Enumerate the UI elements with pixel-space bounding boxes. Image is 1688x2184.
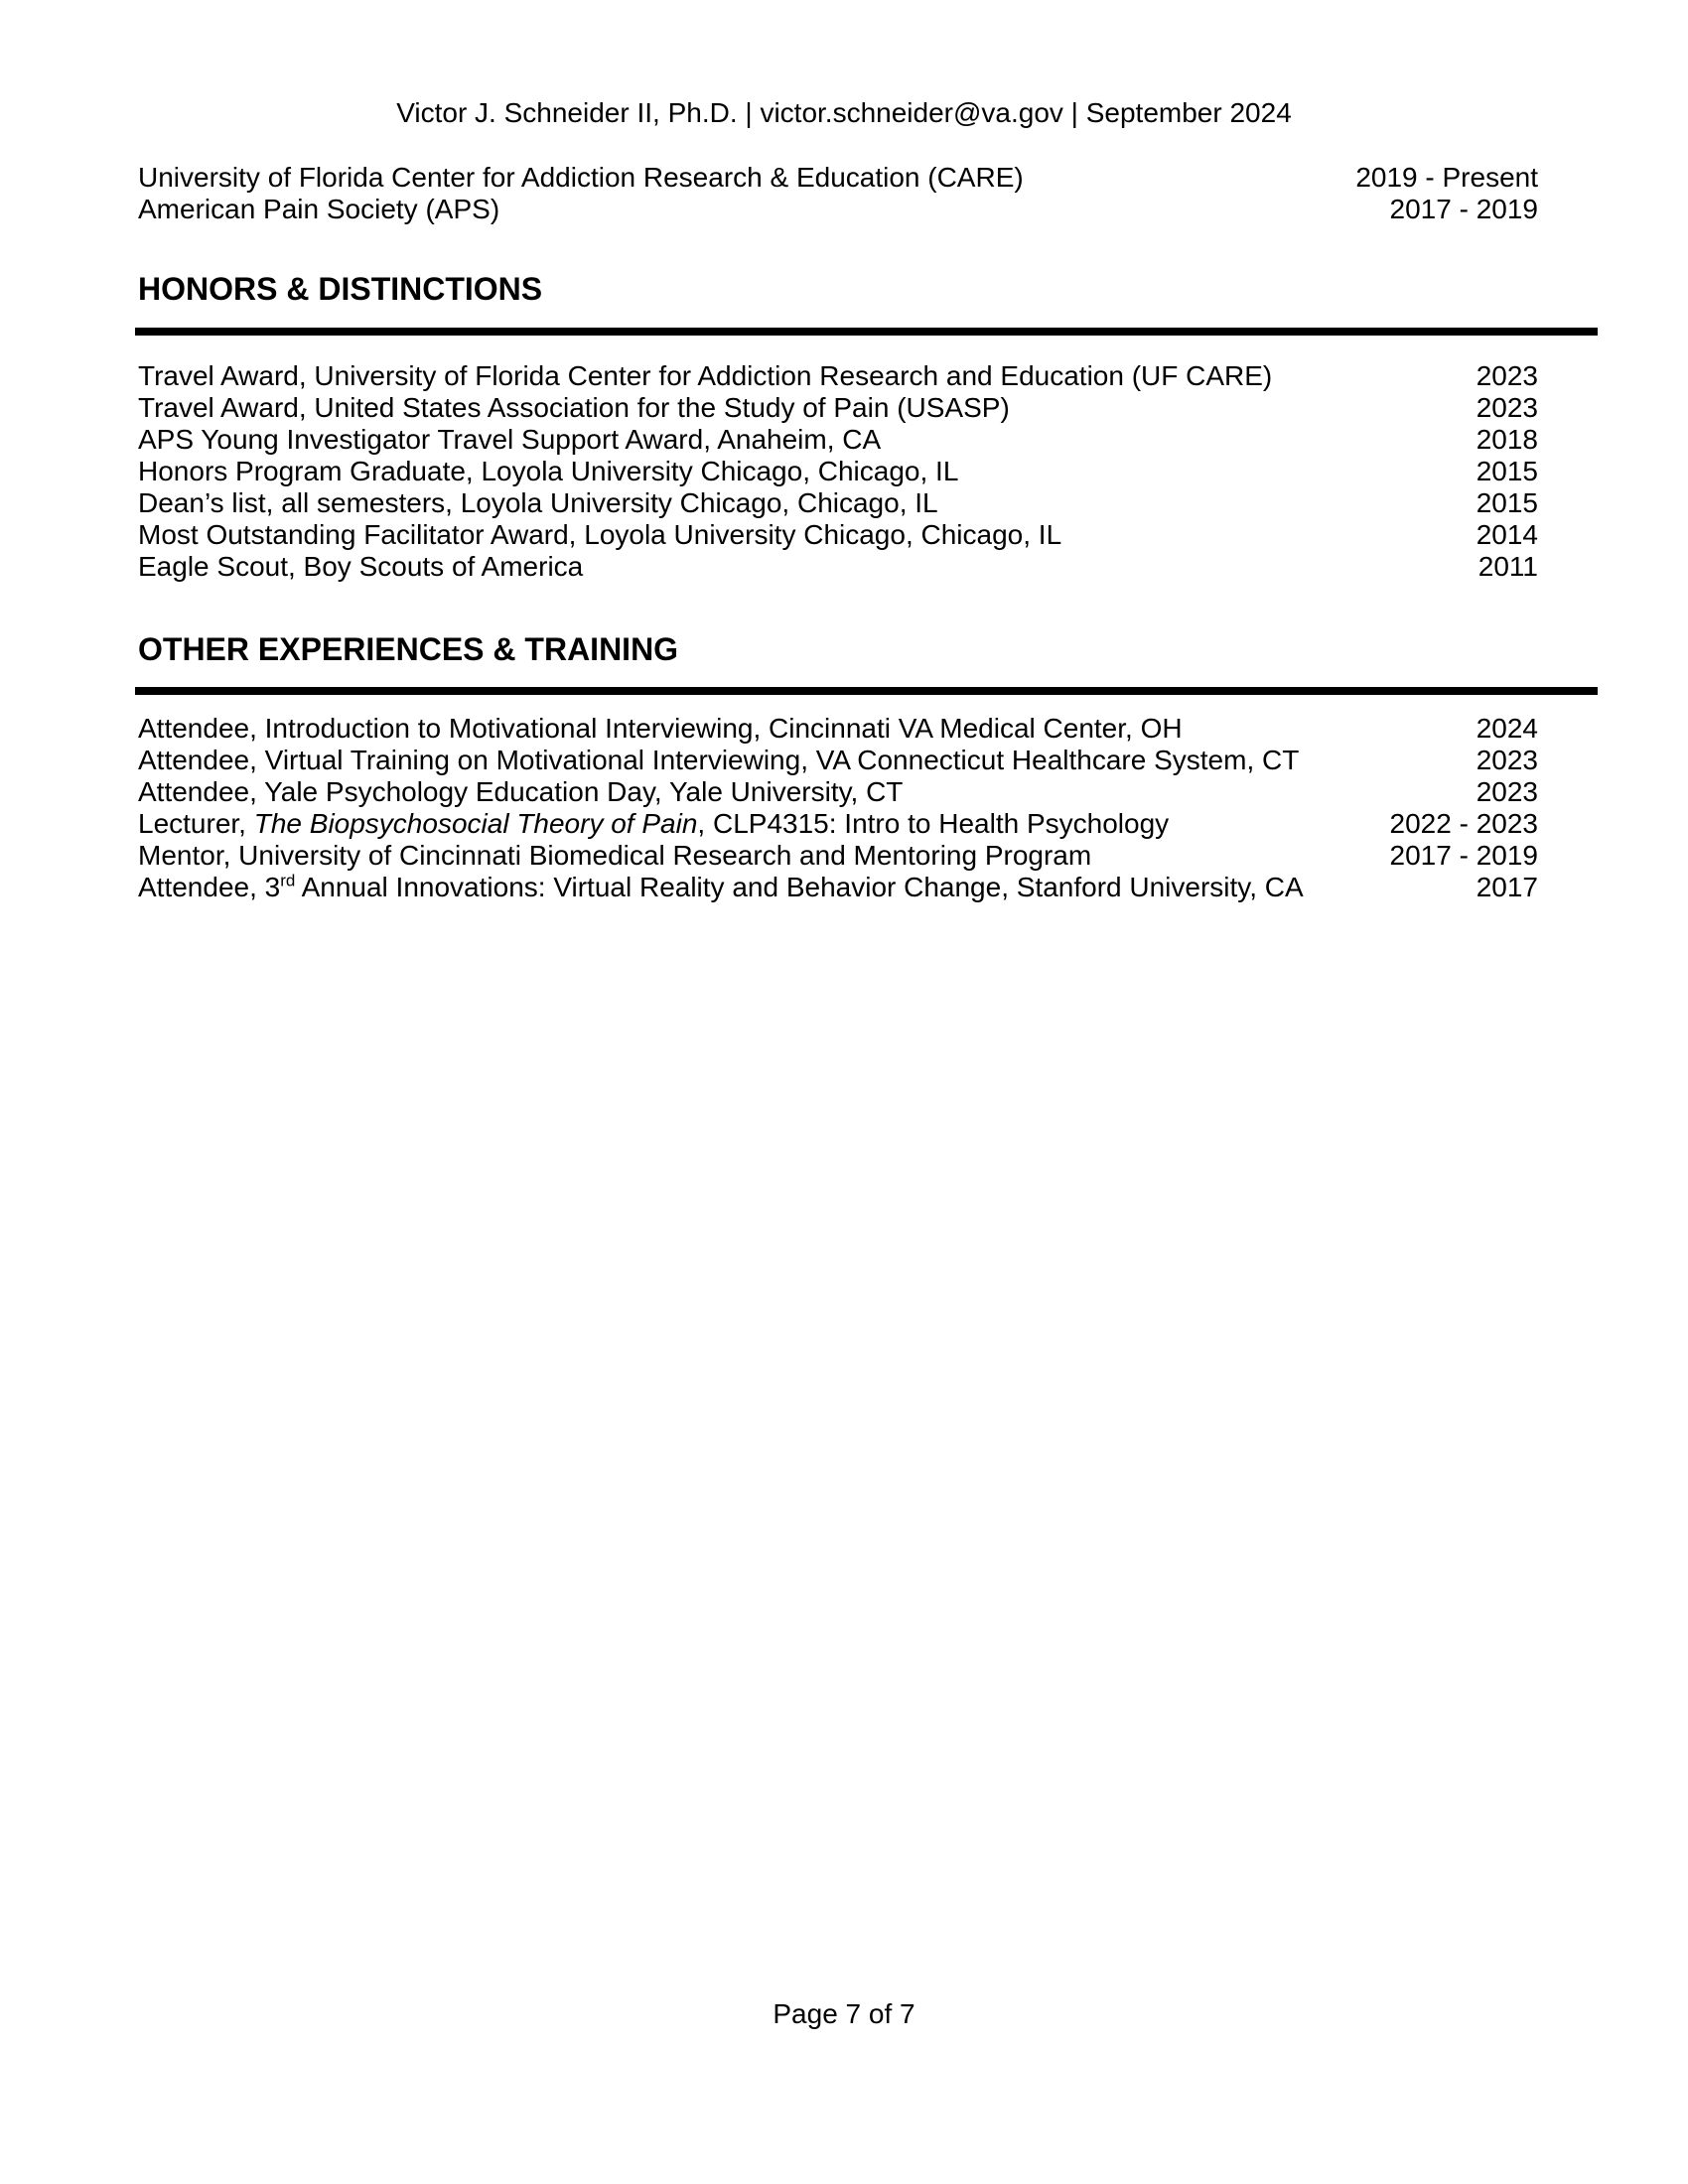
entry-text-prefix: Attendee, 3 [138,872,281,902]
entry-text: American Pain Society (APS) [138,194,500,224]
entry-text: Attendee, Introduction to Motivational Interviewing, Cincinnati VA Medical Center, OH [138,713,1183,744]
list-item [138,808,1538,840]
entry-date: 2022 - 2023 [1389,808,1538,839]
list-item [138,713,1538,745]
section-divider [135,687,1598,695]
page-number: Page 7 of 7 [773,1998,915,2029]
entry-text: Most Outstanding Facilitator Award, Loyola University Chicago, Chicago, IL [138,519,1062,550]
list-item [138,776,1538,808]
list-item [138,487,1538,519]
lecture-title: The Biopsychosocial Theory of Pain [253,808,698,839]
other-experiences-list [138,713,1538,903]
entry-date: 2017 - 2019 [1389,194,1538,224]
list-item [138,194,1538,225]
entry-date: 2014 [1476,519,1538,550]
entry-date: 2017 [1476,872,1538,902]
entry-date: 2015 [1476,456,1538,486]
section-title-other-experiences: OTHER EXPERIENCES & TRAINING [138,631,679,667]
entry-text: Travel Award, University of Florida Center for Addiction Research and Education (UF CARE) [138,360,1273,391]
list-item [138,456,1538,487]
entry-text: Honors Program Graduate, Loyola University Chicago, Chicago, IL [138,456,959,486]
honors-list [138,360,1538,583]
entry-date: 2017 - 2019 [1389,840,1538,871]
section-title-honors: HONORS & DISTINCTIONS [138,271,543,307]
list-item [138,745,1538,776]
running-header: Victor J. Schneider II, Ph.D. | victor.schneider@va.gov | September 2024 [396,97,1292,128]
entry-date: 2015 [1476,487,1538,518]
entry-text [138,872,1304,903]
entry-text: Eagle Scout, Boy Scouts of America [138,551,584,582]
entry-date: 2018 [1476,424,1538,455]
entry-date: 2023 [1476,392,1538,423]
memberships-list [138,162,1538,225]
list-item [138,872,1538,903]
entry-date: 2019 - Present [1355,162,1538,193]
list-item [138,162,1538,194]
list-item [138,840,1538,872]
entry-text [138,808,1169,840]
entry-text: Attendee, Virtual Training on Motivational Interviewing, VA Connecticut Healthcare System, CT [138,745,1300,775]
list-item [138,424,1538,456]
entry-date: 2023 [1476,745,1538,775]
entry-text-suffix: , CLP4315: Intro to Health Psychology [697,808,1170,839]
entry-text: APS Young Investigator Travel Support Award, Anaheim, CA [138,424,882,455]
entry-date: 2023 [1476,360,1538,391]
list-item [138,360,1538,392]
entry-date: 2024 [1476,713,1538,744]
entry-text: University of Florida Center for Addiction Research & Education (CARE) [138,162,1024,193]
list-item [138,392,1538,424]
entry-text: Travel Award, United States Association for the Study of Pain (USASP) [138,392,1010,423]
section-divider [135,328,1598,336]
entry-text-suffix: Annual Innovations: Virtual Reality and Behavior Change, Stanford University, CA [295,872,1304,902]
list-item [138,551,1538,583]
entry-text: Attendee, Yale Psychology Education Day, Yale University, CT [138,776,904,807]
entry-text-prefix: Lecturer, [138,808,254,839]
ordinal-suffix: rd [280,871,296,890]
entry-text: Dean’s list, all semesters, Loyola University Chicago, Chicago, IL [138,487,938,518]
list-item [138,519,1538,551]
entry-date: 2011 [1477,551,1538,582]
entry-date: 2023 [1476,776,1538,807]
entry-text: Mentor, University of Cincinnati Biomedical Research and Mentoring Program [138,840,1092,871]
